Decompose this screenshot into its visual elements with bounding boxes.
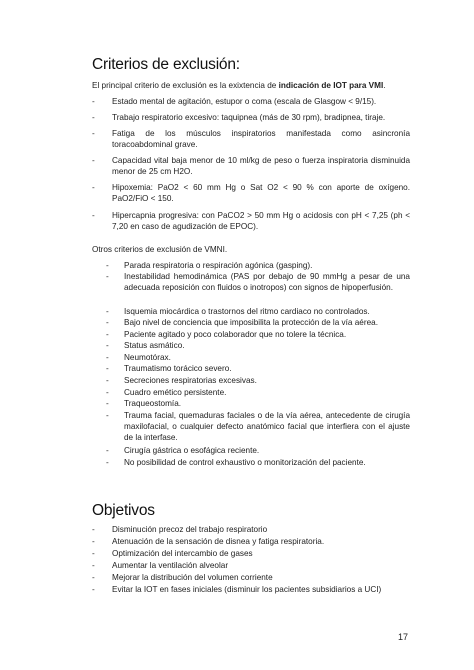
list-item: Mejorar la distribución del volumen corriente [112, 573, 273, 582]
list-item: Status asmático. [124, 341, 185, 350]
list-item: Cirugía gástrica o esofágica reciente. [124, 446, 260, 455]
bullet: - [106, 330, 109, 339]
bullet: - [92, 537, 95, 546]
list-item: Evitar la IOT en fases iniciales (disminuir los pacientes subsidiarios a UCI) [112, 585, 382, 594]
list-item: Estado mental de agitación, estupor o coma (escala de Glasgow < 9/15). [112, 97, 377, 106]
list-item: Inestabilidad hemodinámica (PAS por debajo de 90 mmHg a pesar de una adecuada reposición con fluidos o inotropos) con signos de hipoperfusión. [124, 272, 410, 293]
bullet: - [106, 341, 109, 350]
bullet: - [106, 411, 109, 420]
bullet: - [92, 113, 95, 122]
list-item: Parada respiratoria o respiración agónica (gasping). [124, 261, 313, 270]
bullet: - [92, 97, 95, 106]
list-item: Neumotórax. [124, 353, 171, 362]
bullet: - [106, 307, 109, 316]
list-item: Disminución precoz del trabajo respiratorio [112, 525, 268, 534]
criterios-intro [92, 80, 410, 91]
bullet: - [92, 525, 95, 534]
bullet: - [106, 446, 109, 455]
list-item: Aumentar la ventilación alveolar [112, 561, 229, 570]
list-item: Optimización del intercambio de gases [112, 549, 253, 558]
bullet: - [92, 156, 95, 165]
intro-text: El principal criterio de exclusión es la exixtencia de [92, 81, 279, 90]
list-item: Fatiga de los músculos inspiratorios manifestada como asincronía toracoabdominal grave. [112, 129, 410, 150]
list-item: No posibilidad de control exhaustivo o monitorización del paciente. [124, 458, 366, 467]
list-item: Trauma facial, quemaduras faciales o de la vía aérea, antecedente de cirugía maxilofacial, o cualquier defecto anatómico facial que interfiera con el ajuste de la interfase. [124, 411, 410, 443]
list-item: Bajo nivel de conciencia que imposibilita la protección de la vía aérea. [124, 318, 378, 327]
bullet: - [92, 549, 95, 558]
list-item: Paciente agitado y poco colaborador que no tolere la técnica. [124, 330, 347, 339]
bullet: - [106, 388, 109, 397]
bullet: - [106, 272, 109, 281]
list-item: Hipercapnia progresiva: con PaCO2 > 50 mm Hg o acidosis con pH < 7,25 (ph < 7,20 en caso de agudización de EPOC). [112, 211, 410, 232]
intro-bold-text: indicación de IOT para VMI [278, 81, 384, 90]
list-item: Cuadro emético persistente. [124, 388, 227, 397]
bullet: - [92, 211, 95, 220]
list-item: Isquemia miocárdica o trastornos del ritmo cardiaco no controlados. [124, 307, 370, 316]
bullet: - [106, 353, 109, 362]
list-item: Trabajo respiratorio excesivo: taquipnea (más de 30 rpm), bradipnea, tiraje. [112, 113, 386, 122]
list-item: Traumatismo torácico severo. [124, 364, 232, 373]
list-item: Traqueostomía. [124, 399, 182, 408]
objetivos-heading: Objetivos [92, 502, 155, 519]
page-number: 17 [398, 632, 409, 642]
bullet: - [92, 573, 95, 582]
bullet: - [92, 183, 95, 192]
list-item: Hipoxemia: PaO2 < 60 mm Hg o Sat O2 < 90 % con aporte de oxígeno. PaO2/FiO < 150. [112, 183, 410, 204]
bullet: - [92, 129, 95, 138]
list-item: Capacidad vital baja menor de 10 ml/kg de peso o fuerza inspiratoria disminuida menor de 25 cm H2O. [112, 156, 410, 177]
bullet: - [106, 376, 109, 385]
bullet: - [106, 318, 109, 327]
bullet: - [106, 364, 109, 373]
bullet: - [92, 561, 95, 570]
criterios-heading: Criterios de exclusión: [92, 56, 240, 73]
list-item: Atenuación de la sensación de disnea y fatiga respiratoria. [112, 537, 325, 546]
bullet: - [92, 585, 95, 594]
intro-suffix: . [383, 81, 386, 90]
list-item: Secreciones respiratorias excesivas. [124, 376, 257, 385]
bullet: - [106, 458, 109, 467]
bullet: - [106, 399, 109, 408]
bullet: - [106, 261, 109, 270]
otros-heading: Otros criterios de exclusión de VMNI. [92, 245, 228, 254]
